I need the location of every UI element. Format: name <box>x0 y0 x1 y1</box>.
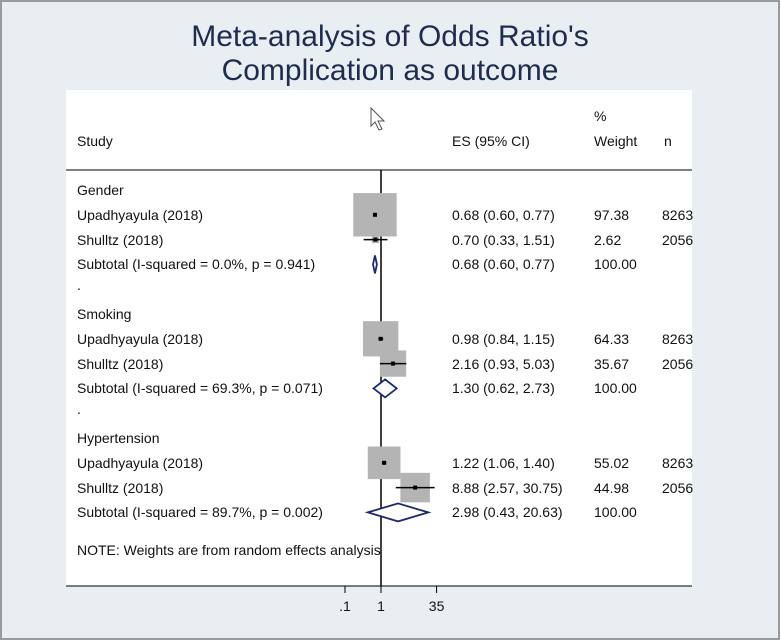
sample-size: 8263 <box>662 330 694 347</box>
subtotal-weight: 100.00 <box>594 504 637 521</box>
subtotal-weight: 100.00 <box>594 256 637 273</box>
subtotal-diamond <box>368 503 429 521</box>
point-estimate <box>373 213 377 217</box>
x-tick-label: .1 <box>339 598 351 614</box>
effect-size-ci: 0.70 (0.33, 1.51) <box>452 231 555 248</box>
sample-size: 2056 <box>662 231 694 248</box>
header-es: ES (95% CI) <box>452 133 530 149</box>
subtotal-diamond <box>374 379 397 397</box>
study-label: Shulltz (2018) <box>77 231 164 248</box>
study-label: Upadhyayula (2018) <box>77 206 204 223</box>
point-estimate <box>379 337 383 341</box>
group-separator: . <box>77 401 81 418</box>
subtotal-effect-size-ci: 0.68 (0.60, 0.77) <box>452 256 555 273</box>
header-weight-percent: % <box>594 108 607 124</box>
study-label: Shulltz (2018) <box>77 479 164 496</box>
header-study: Study <box>77 133 113 149</box>
effect-size-ci: 1.22 (1.06, 1.40) <box>452 454 555 471</box>
subtotal-label: Subtotal (I-squared = 69.3%, p = 0.071) <box>77 380 323 397</box>
sample-size: 8263 <box>662 206 694 223</box>
group-heading: Smoking <box>77 306 132 322</box>
weight-value: 64.33 <box>594 330 630 347</box>
subtotal-effect-size-ci: 2.98 (0.43, 20.63) <box>452 504 563 521</box>
subtotal-label: Subtotal (I-squared = 0.0%, p = 0.941) <box>77 256 316 273</box>
chart-title-line1: Meta-analysis of Odds Ratio's <box>191 20 589 53</box>
study-label: Shulltz (2018) <box>77 355 164 372</box>
subtotal-effect-size-ci: 1.30 (0.62, 2.73) <box>452 380 555 397</box>
point-estimate <box>373 238 377 242</box>
effect-size-ci: 2.16 (0.93, 5.03) <box>452 355 555 372</box>
study-label: Upadhyayula (2018) <box>77 454 204 471</box>
weight-value: 55.02 <box>594 454 630 471</box>
group-heading: Gender <box>77 182 124 198</box>
header-weight: Weight <box>594 133 638 149</box>
weight-value: 2.62 <box>594 231 622 248</box>
effect-size-ci: 0.68 (0.60, 0.77) <box>452 206 555 223</box>
weight-value: 97.38 <box>594 206 630 223</box>
sample-size: 2056 <box>662 479 694 496</box>
subtotal-diamond <box>373 255 377 273</box>
sample-size: 8263 <box>662 454 694 471</box>
effect-size-ci: 8.88 (2.57, 30.75) <box>452 479 563 496</box>
study-label: Upadhyayula (2018) <box>77 330 204 347</box>
point-estimate <box>413 486 417 490</box>
mouse-cursor-icon <box>371 108 384 130</box>
header-n: n <box>664 133 672 149</box>
group-heading: Hypertension <box>77 430 160 446</box>
x-tick-label: 35 <box>428 598 445 614</box>
weight-value: 44.98 <box>594 479 630 496</box>
point-estimate <box>382 461 386 465</box>
subtotal-weight: 100.00 <box>594 380 637 397</box>
subtotal-label: Subtotal (I-squared = 89.7%, p = 0.002) <box>77 504 323 521</box>
effect-size-ci: 0.98 (0.84, 1.15) <box>452 330 555 347</box>
x-tick-label: 1 <box>377 598 385 614</box>
group-separator: . <box>77 277 81 294</box>
footnote: NOTE: Weights are from random effects analysis <box>77 542 381 558</box>
point-estimate <box>391 362 395 366</box>
chart-title-line2: Complication as outcome <box>221 54 559 87</box>
weight-value: 35.67 <box>594 355 630 372</box>
sample-size: 2056 <box>662 355 694 372</box>
